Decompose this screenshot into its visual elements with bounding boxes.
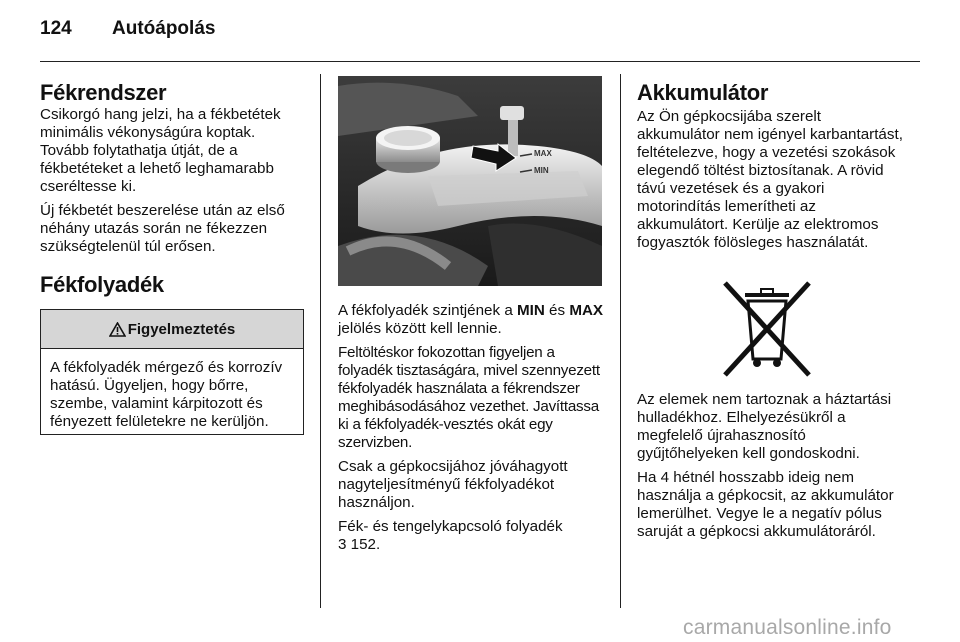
battery-paragraph-1: Az Ön gépkocsijába szerelt akkumulátor nem igényel karbantartást, feltételezve, hogy a vezetési szokások elegendő töltést biztosítanak. A rövid távú vezetések és a gyakori motorindítás lemerítheti az akkumulátort. Kerülje az elektromos fogyasztók fölösleges használatát.	[637, 108, 903, 251]
watermark: carmanualsonline.info	[683, 616, 892, 639]
middle-column	[338, 302, 606, 560]
warning-header	[41, 310, 303, 349]
photo-min-label: MIN	[534, 166, 549, 175]
section-title: Autóápolás	[112, 18, 216, 39]
battery-paragraph-3: Ha 4 hétnél hosszabb ideig nem használja a gépkocsit, az akkumulátor lemerülhet. Vegye le a negatív pólus saruját a gépkocsi akkumulátoráról.	[637, 469, 894, 540]
fluid-reference-paragraph: Fék- és tengelykapcsoló folyadék 3 152.	[338, 518, 563, 553]
heading-battery: Akkumulátor	[637, 80, 769, 105]
right-column-lower	[637, 391, 905, 547]
fluid-level-paragraph: A fékfolyadék szintjének a MIN és MAX jelölés között kell lennie.	[338, 302, 604, 337]
warning-box	[40, 309, 304, 435]
photo-max-label: MAX	[534, 149, 552, 158]
page-header	[40, 18, 215, 40]
battery-paragraph-2: Az elemek nem tartoznak a háztartási hulladékhoz. Elhelyezésükről a megfelelő újrahasznosító gyűjtőhelyeken kell gondoskodni.	[637, 391, 892, 462]
warning-triangle-icon	[109, 322, 126, 337]
brakes-paragraph-2: Új fékbetét beszerelése után az első néhány utazás során ne fékezzen szükségtelenül túl erősen.	[40, 202, 285, 255]
brakes-paragraph-1: Csikorgó hang jelzi, ha a fékbetétek minimális vékonyságúra koptak. Tovább folytathatja útját, de a fékbetéteket a lehető leghamarabb cseréltesse ki.	[40, 106, 281, 195]
column-divider-2	[620, 74, 621, 608]
right-column	[637, 80, 905, 258]
header-rule	[40, 61, 920, 62]
max-mark: MAX	[569, 302, 604, 319]
fluid-refill-paragraph: Feltöltéskor fokozottan figyeljen a folyadék tisztaságára, mivel szennyezett fékfolyadék használata a fékrendszer meghibásodásához vezethet. Javíttassa ki a fékfolyadék-vesztés okát egy szervizben.	[338, 344, 600, 451]
heading-brakes: Fékrendszer	[40, 80, 167, 105]
warning-text: A fékfolyadék mérgező és korrozív hatású. Ügyeljen, hogy bőrre, szembe, valamint kárpitozott és fényezett felületekre ne kerüljön.	[50, 359, 283, 430]
warning-title: Figyelmeztetés	[127, 320, 236, 338]
page-number: 124	[40, 18, 72, 39]
brake-fluid-reservoir-photo	[338, 76, 602, 286]
left-column	[40, 80, 308, 298]
min-mark: MIN	[516, 302, 545, 319]
crossed-out-bin-icon	[715, 279, 819, 379]
column-divider-1	[320, 74, 321, 608]
page-reference-link[interactable]: 3 152.	[338, 536, 381, 553]
fluid-approved-paragraph: Csak a gépkocsijához jóváhagyott nagyteljesítményű fékfolyadékot használjon.	[338, 458, 568, 511]
heading-brake-fluid: Fékfolyadék	[40, 272, 164, 297]
